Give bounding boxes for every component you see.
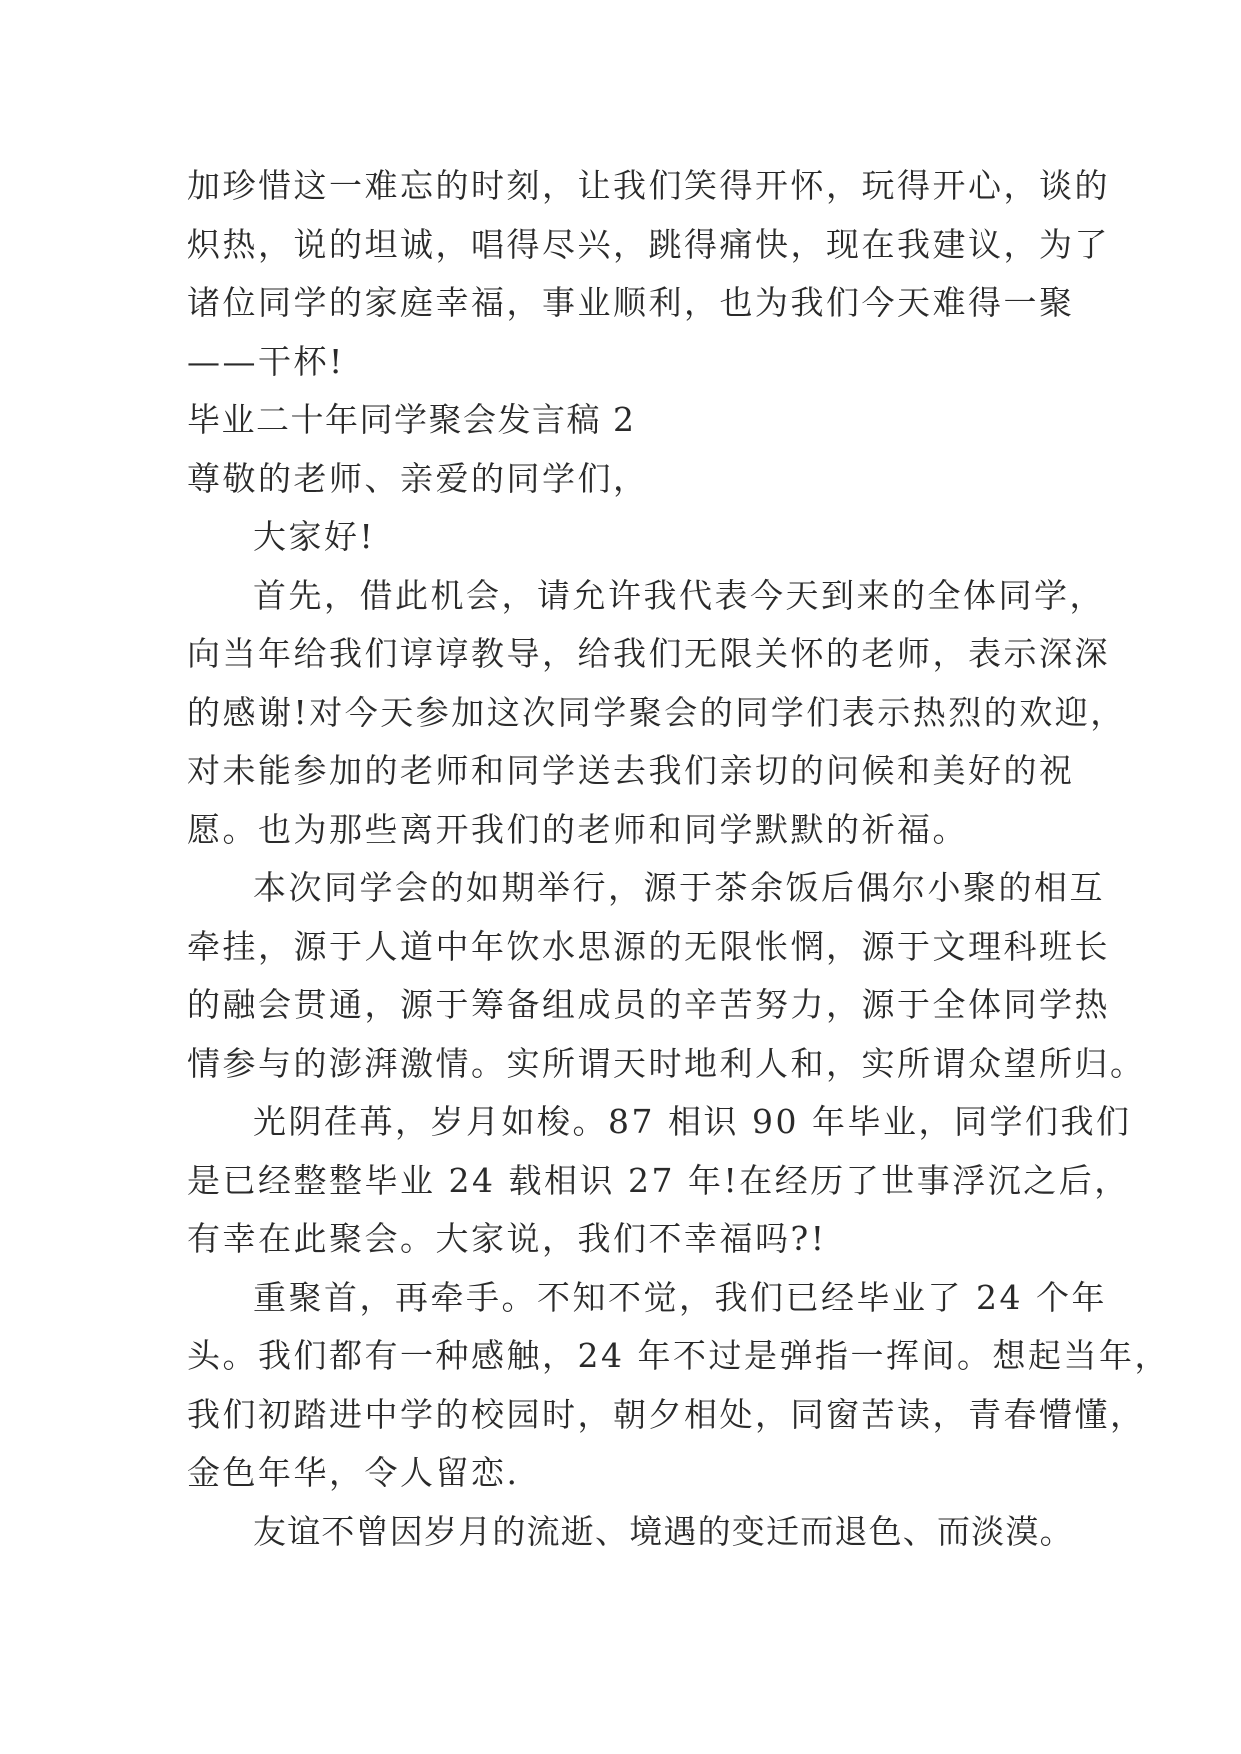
text-line: 光阴荏苒，岁月如梭。87 相识 90 年毕业，同学们我们 bbox=[253, 1102, 1132, 1141]
text-line: 是已经整整毕业 24 载相识 27 年!在经历了世事浮沉之后， bbox=[187, 1160, 1130, 1200]
text-line: 金色年华，令人留恋. bbox=[187, 1453, 520, 1492]
text-line: 本次同学会的如期举行，源于茶余饭后偶尔小聚的相互 bbox=[253, 868, 1105, 907]
text-line: 友谊不曾因岁月的流逝、境遇的变迁而退色、而淡漠。 bbox=[253, 1511, 1074, 1551]
text-line: 的融会贯通，源于筹备组成员的辛苦努力，源于全体同学热 bbox=[187, 985, 1110, 1024]
text-line: 牵挂，源于人道中年饮水思源的无限怅惘，源于文理科班长 bbox=[187, 926, 1110, 966]
text-line: 情参与的澎湃激情。实所谓天时地利人和，实所谓众望所归。 bbox=[187, 1043, 1146, 1083]
text-line: 诸位同学的家庭幸福，事业顺利，也为我们今天难得一聚 bbox=[187, 283, 1075, 322]
text-line: 我们初踏进中学的校园时，朝夕相处，同窗苦读，青春懵懂， bbox=[187, 1394, 1146, 1434]
text-line: 有幸在此聚会。大家说，我们不幸福吗?! bbox=[187, 1219, 827, 1258]
document-body bbox=[187, 157, 1170, 1561]
text-line: 的感谢!对今天参加这次同学聚会的同学们表示热烈的欢迎， bbox=[187, 692, 1126, 732]
text-line: 重聚首，再牵手。不知不觉，我们已经毕业了 24 个年 bbox=[253, 1277, 1107, 1317]
salutation: 尊敬的老师、亲爱的同学们， bbox=[187, 458, 649, 498]
text-line: 炽热，说的坦诚，唱得尽兴，跳得痛快，现在我建议，为了 bbox=[187, 224, 1110, 264]
text-line: ——干杯! bbox=[187, 341, 345, 381]
text-line: 愿。也为那些离开我们的老师和同学默默的祈福。 bbox=[187, 809, 968, 849]
text-line: 头。我们都有一种感触，24 年不过是弹指一挥间。想起当年， bbox=[187, 1336, 1170, 1375]
greeting: 大家好! bbox=[253, 517, 376, 556]
text-line: 首先，借此机会，请允许我代表今天到来的全体同学， bbox=[253, 575, 1105, 615]
text-line: 加珍惜这一难忘的时刻，让我们笑得开怀，玩得开心，谈的 bbox=[187, 166, 1110, 205]
section-title: 毕业二十年同学聚会发言稿 2 bbox=[187, 400, 636, 439]
text-line: 对未能参加的老师和同学送去我们亲切的问候和美好的祝 bbox=[187, 751, 1075, 790]
text-line: 向当年给我们谆谆教导，给我们无限关怀的老师，表示深深 bbox=[187, 634, 1110, 673]
